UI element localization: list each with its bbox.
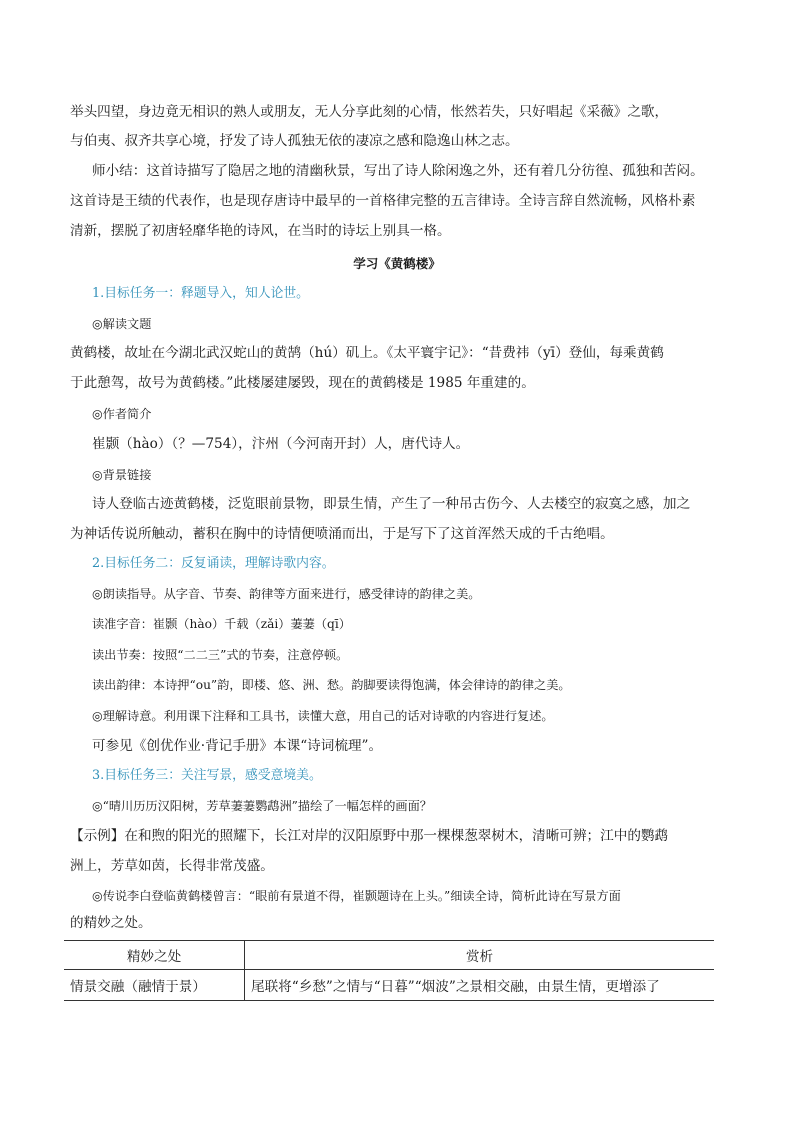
section-title: 学习《黄鹤楼》 bbox=[353, 256, 441, 271]
table-header-cell: 赏析 bbox=[245, 941, 715, 970]
question-line: ◎“晴川历历汉阳树，芳草萋萋鹦鹉洲”描绘了一幅怎样的画面？ bbox=[92, 799, 432, 813]
paragraph-line: 读出节奏：按照“二二三”式的节奏，注意停顿。 bbox=[92, 648, 349, 662]
table-cell: 情景交融（融情于景） bbox=[64, 970, 245, 1001]
paragraph-line: ◎理解诗意。利用课下注释和工具书，读懂大意，用自己的话对诗歌的内容进行复述。 bbox=[92, 709, 554, 723]
paragraph-line: 举头四望，身边竟无相识的熟人或朋友，无人分享此刻的心情，怅然若失，只好唱起《采薇》之歌， bbox=[70, 104, 669, 120]
paragraph-line: 黄鹤楼，故址在今湖北武汉蛇山的黄鹄（hú）矶上。《太平寰宇记》：“昔费祎（yī）登仙，每乘黄鹤 bbox=[70, 345, 664, 361]
paragraph-line: 为神话传说所触动，蓄积在胸中的诗情便喷涌而出，于是写下了这首浑然天成的千古绝唱。 bbox=[70, 526, 614, 542]
subheading: ◎解读文题 bbox=[92, 317, 152, 331]
paragraph-line: 读准字音：崔颢（hào）千载（zǎi）萋萋（qī） bbox=[92, 617, 351, 631]
paragraph-line: 可参见《创优作业·背记手册》本课“诗词梳理”。 bbox=[92, 738, 383, 754]
paragraph-line: 与伯夷、叔齐共享心境，抒发了诗人孤独无依的凄凉之感和隐逸山林之志。 bbox=[70, 133, 519, 149]
question-line: ◎传说李白登临黄鹤楼曾言：“眼前有景道不得，崔颢题诗在上头。”细读全诗，简析此诗在写景方面 bbox=[92, 889, 621, 903]
example-line: 【示例】在和煦的阳光的照耀下，长江对岸的汉阳原野中那一棵棵葱翠树木，清晰可辨；江中的鹦鹉 bbox=[70, 828, 669, 844]
example-line: 洲上，芳草如茵，长得非常茂盛。 bbox=[70, 858, 274, 874]
table-header-cell: 精妙之处 bbox=[64, 941, 245, 970]
task3-title: 3.目标任务三：关注写景，感受意境美。 bbox=[92, 768, 322, 783]
paragraph-line: 这首诗是王绩的代表作，也是现存唐诗中最早的一首格律完整的五言律诗。全诗言辞自然流畅，风格朴素 bbox=[70, 193, 696, 209]
paragraph-line: 读出韵律：本诗押“ou”韵，即楼、悠、洲、愁。韵脚要读得饱满，体会律诗的韵律之美。 bbox=[92, 678, 571, 692]
subheading: ◎背景链接 bbox=[92, 468, 152, 482]
appreciation-table bbox=[64, 940, 714, 1001]
paragraph-line: ◎朗读指导。从字音、节奏、韵律等方面来进行，感受律诗的韵律之美。 bbox=[92, 587, 481, 601]
paragraph-line: 清新，摆脱了初唐轻靡华艳的诗风，在当时的诗坛上别具一格。 bbox=[70, 223, 451, 239]
table-cell: 尾联将“乡愁”之情与“日暮”“烟波”之景相交融，由景生情，更增添了 bbox=[245, 970, 715, 1001]
summary-line: 师小结：这首诗描写了隐居之地的清幽秋景，写出了诗人除闲逸之外，还有着几分彷徨、孤独和苦闷。 bbox=[92, 163, 704, 179]
paragraph-line: 于此憩驾，故号为黄鹤楼。”此楼屡建屡毁，现在的黄鹤楼是 1985 年重建的。 bbox=[70, 375, 535, 391]
table-row bbox=[64, 970, 714, 1001]
task1-title: 1.目标任务一：释题导入，知人论世。 bbox=[92, 286, 309, 301]
table-header-row bbox=[64, 941, 714, 970]
task2-title: 2.目标任务二：反复诵读，理解诗歌内容。 bbox=[92, 556, 335, 571]
subheading: ◎作者简介 bbox=[92, 407, 152, 421]
question-line: 的精妙之处。 bbox=[70, 915, 152, 931]
paragraph-line: 诗人登临古迹黄鹤楼，泛览眼前景物，即景生情，产生了一种吊古伤今、人去楼空的寂寞之感，加之 bbox=[92, 496, 691, 512]
paragraph-line: 崔颢（hào）（？—754），汴州（今河南开封）人，唐代诗人。 bbox=[92, 436, 470, 452]
